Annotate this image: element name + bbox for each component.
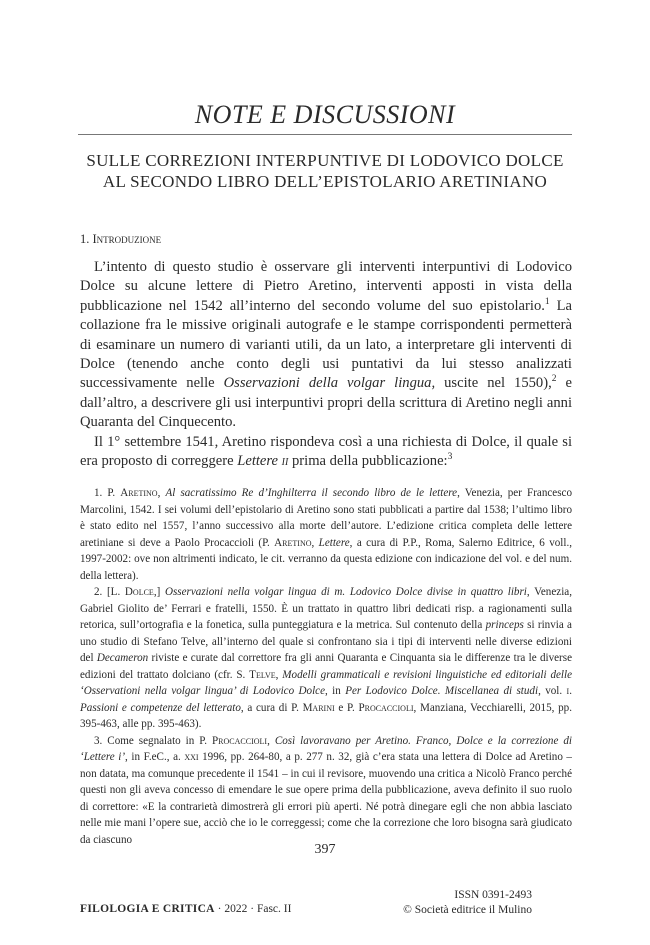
text-run: , a cura di P.P., Roma, Salerno Editrice, 6 voll., 1997-2002: ove non altrimenti indicato, le cit. verranno da questa edizione con indicazione del vol. e del num. della lettera).	[80, 536, 572, 582]
text-run: prima della pubblicazione:	[288, 453, 448, 470]
author-name: Telve	[249, 668, 276, 681]
italic-title: Passioni e competenze del letterato	[80, 701, 241, 714]
footnote-ref-3[interactable]: 3	[447, 452, 453, 463]
italic-title: Modelli grammaticali e revisioni linguistiche ed editoriali delle ‘Osservationi nella volgar lingua’ di Lodovico Dolce	[80, 668, 573, 697]
article-title-line-1: SULLE CORREZIONI INTERPUNTIVE DI LODOVICO DOLCE	[86, 151, 564, 170]
heading-text: Introduzione	[92, 232, 162, 246]
section-heading	[80, 232, 570, 247]
italic-title: princeps	[485, 619, 524, 631]
text-run: , in	[325, 685, 346, 697]
journal-footer	[80, 903, 291, 915]
text-run: ,	[311, 536, 319, 549]
section-title: NOTE E DISCUSSIONI	[194, 100, 456, 129]
title-rule	[78, 134, 572, 135]
text-run: e dall’altro, a descrivere gli usi interpuntivi propri della scrittura di Aretino negli anni Quaranta del Cinquecento.	[80, 375, 572, 431]
footnote-ref-1[interactable]: 1	[544, 296, 550, 307]
text-run: , vol.	[538, 685, 567, 697]
text-run: 1996, pp. 264-80, a p. 277 n. 32, già c’era stata una lettera di Dolce ad Aretino – non datata, ma comunque precedente il 1541 – in cui il revisore, muovendo una critica a Nicolò Franco perché questi non gli aveva concesso di emendare le sue opere prima della pubblicazione, aveva definito il suo ruolo di correttore: «E la contrarietà dimostrerà gli errori più aperti. Né potrà dinegare egli che non abbia lasciato nelle mie mani l’opere sue, acciò che io le correggessi; come che la correzione che loro bisogna sarà giudicato da ciascuno	[80, 751, 572, 846]
text-run: La collazione fra le missive originali autografe e le stampe corrispondenti permetterà di esaminare un numero di varianti utili, da un lato, a interpretare gli interventi di Dolce (tenendo anche conto degli usi puntativi da lui stesso analizzati successivamente nelle	[80, 297, 572, 392]
italic-title: Lettere	[318, 536, 350, 549]
page-number: 397	[314, 842, 336, 857]
text-run: .	[569, 685, 572, 697]
footnote-1	[80, 485, 572, 584]
author-name: Dolce	[124, 586, 154, 598]
italic-title: Osservazioni nella volgar lingua di m. Lodovico Dolce divise in quattro libri	[164, 586, 527, 598]
text-run: 2. [L.	[94, 586, 125, 598]
text-run: riviste e curate dal correttore fra gli anni Quaranta e Cinquanta sia le differenze tra le diverse edizioni del trattato dolciano (cfr. S.	[80, 652, 572, 681]
volume-numeral: i	[566, 685, 570, 697]
text-run: uscite nel 1550),	[435, 375, 552, 392]
text-run: L’intento di questo studio è osservare gli interventi interpuntivi di Lodovico Dolce su alcune lettere di Pietro Aretino, interventi apposti in vista della pubblicazione nel 1542 all’interno del secondo volume del suo epistolario.	[80, 259, 572, 314]
text-run: , a cura di P.	[240, 701, 303, 714]
footnote-2	[80, 584, 572, 733]
text-run: ,]	[153, 586, 165, 598]
body-paragraph	[80, 433, 572, 472]
journal-name: FILOLOGIA E CRITICA	[80, 903, 215, 915]
volume-numeral: ii	[281, 453, 289, 470]
publisher: © Società editrice il Mulino	[403, 904, 532, 916]
author-name: Procaccioli	[358, 701, 414, 714]
heading-number: 1.	[80, 232, 93, 246]
footnotes	[80, 485, 572, 848]
body-text	[80, 258, 572, 471]
article-title	[70, 150, 580, 192]
text-run: 3. Come segnalato in P.	[94, 734, 213, 747]
text-run: ,	[267, 734, 275, 747]
author-name: Aretino	[120, 487, 158, 499]
text-run: e P.	[334, 701, 359, 714]
text-run: ,	[275, 668, 283, 681]
text-run: , Venezia, Gabriel Giolito de’ Ferrari e fratelli, 1550. È un trattato in quattro libri dedicati risp. a ragionamenti sulla retorica, sull’ortografia e la fonetica, sulla punteggiatura e la metrica. Sul contenuto della	[80, 586, 572, 631]
text-run: , Manziana, Vecchiarelli, 2015, pp. 395-463, alle pp. 395-463).	[80, 701, 572, 730]
volume-numeral: xxi	[184, 751, 199, 763]
text-run: Il 1° settembre 1541, Aretino rispondeva così a una richiesta di Dolce, il quale si era proposto di correggere	[80, 433, 572, 470]
author-name: Aretino	[274, 536, 312, 549]
footnote-ref-2[interactable]: 2	[551, 374, 557, 385]
text-run: si rinvia a uno studio di Stefano Telve, all’interno del quale si confrontano sia i tipi di interventi nelle diverse edizioni del	[80, 619, 572, 664]
author-name: Marini	[302, 701, 335, 714]
italic-title: Osservazioni della volgar lingua,	[223, 375, 436, 392]
italic-title: Al sacratissimo Re d’Inghilterra il secondo libro de le lettere	[165, 487, 458, 499]
issn-block	[403, 888, 532, 918]
italic-title: Così lavoravano per Aretino. Franco, Dolce e la correzione di ‘Lettere i’	[80, 734, 572, 763]
italic-title: Lettere	[237, 453, 282, 470]
italic-title: Per Lodovico Dolce. Miscellanea di studi	[345, 685, 539, 697]
italic-title: Decameron	[96, 652, 149, 664]
text-run: ,	[157, 487, 166, 499]
text-run: , Venezia, per Francesco Marcolini, 1542. I sei volumi dell’epistolario di Aretino sono stati pubblicati a partire dal 1538; l’ultimo libro è stato edito nel 1557, l’anno successivo alla morte dell’autore. L’edizione critica completa delle lettere aretiniane si deve a Paolo Procaccioli (P.	[80, 487, 572, 549]
text-run: 1. P.	[94, 487, 121, 499]
body-paragraph	[80, 258, 572, 433]
issn: ISSN 0391-2493	[454, 889, 532, 901]
journal-issue: · 2022 · Fasc. II	[214, 903, 292, 915]
footnote-3	[80, 733, 572, 849]
article-title-line-2: AL SECONDO LIBRO DELL’EPISTOLARIO ARETINIANO	[102, 172, 548, 191]
author-name: Procaccioli	[212, 734, 268, 747]
text-run: , in F.eC., a.	[125, 751, 185, 763]
